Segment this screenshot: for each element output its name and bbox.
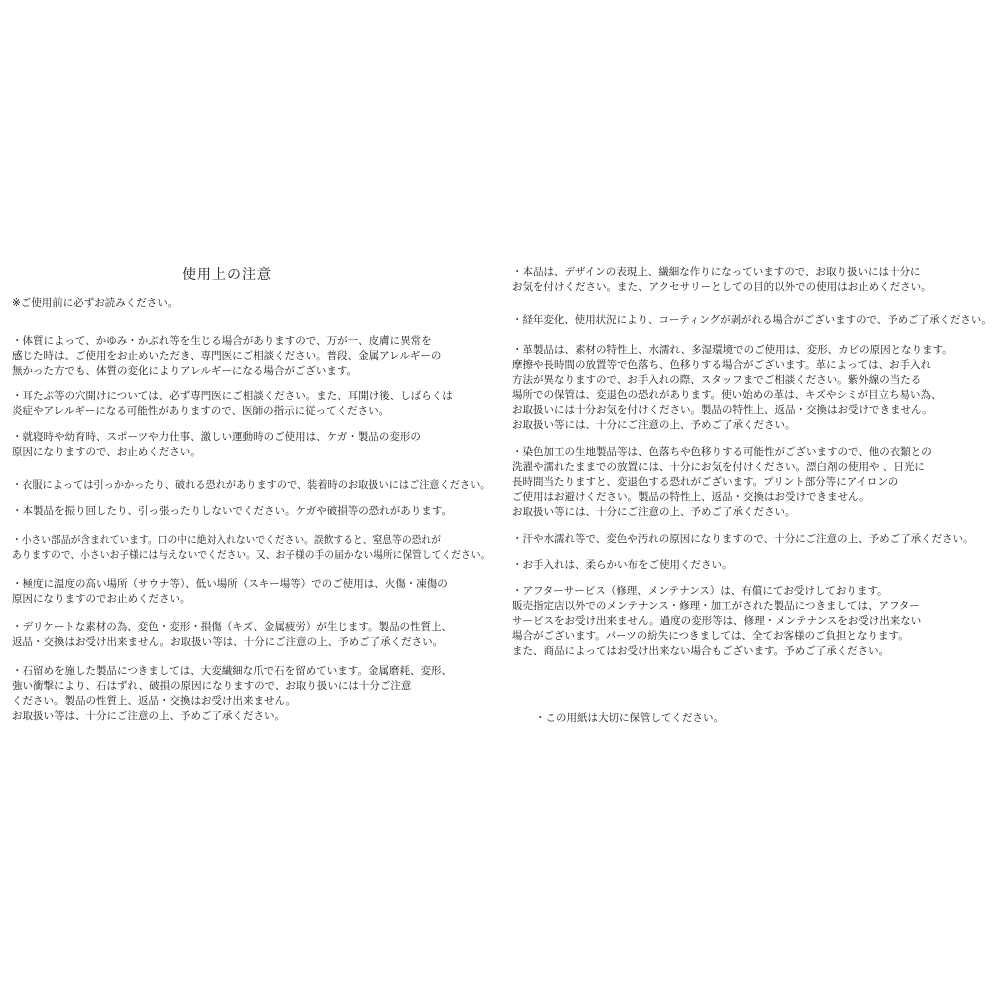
- page-title: 使用上の注意: [182, 267, 272, 283]
- caution-paragraph: [512, 558, 733, 573]
- caution-line: サービスをお受け出来ません。過度の変形等は、修理・メンテナンスをお受け出来ない: [512, 615, 922, 627]
- caution-line: ・本品は、デザインの表現上、繊細な作りになっていますので、お取り扱いには十分に: [512, 266, 921, 278]
- caution-line: お取扱い等には、十分にご注意の上、予めご了承ください。: [512, 419, 796, 431]
- caution-paragraph: [12, 533, 526, 563]
- caution-paragraph: [512, 584, 921, 659]
- caution-line: ください。製品の性質上、返品・交換はお受け出来ません。: [12, 695, 297, 707]
- caution-line: ・デリケートな素材の為、変色・変形・損傷（キズ、金属疲労）が生じます。製品の性質上、: [12, 621, 453, 633]
- caution-line: お取扱い等は、十分にご注意の上、予めご了承ください。: [12, 710, 285, 722]
- caution-line: 場合がございます。パーツの紛失につきましては、全てお客様のご負担となります。: [512, 630, 909, 642]
- caution-line: 返品・交換はお受け出来ません。お取扱い等は、十分にご注意の上、予めご了承ください。: [12, 636, 444, 648]
- caution-line: ・汗や水濡れ等で、変色や汚れの原因になりますので、十分にご注意の上、予めご了承ください。: [512, 533, 974, 545]
- caution-line: ・就寝時や幼育時、スポーツや力仕事、激しい運動時のご使用は、ケガ・製品の変形の: [12, 431, 421, 443]
- caution-line: ご使用はお避けください。製品の特性上、返品・交換はお受けできません。: [512, 491, 870, 503]
- caution-line: ありますので、小さいお子様には与えないでください。又、お子様の手の届かない場所に保管してください。: [12, 549, 491, 561]
- caution-line: ・極度に温度の高い場所（サウナ等）、低い場所（スキー場等）でのご使用は、火傷・凍傷の: [12, 578, 448, 590]
- caution-line: ・衣服によっては引っかかったり、破れる恐れがありますので、装着時のお取扱いにはご注意ください。: [12, 479, 491, 491]
- caution-line: また、商品によってはお受け出来ない場合もございます。予めご了承ください。: [512, 645, 890, 657]
- caution-line: 洗濯や濡れたままでの放置には、十分にお気を付けください。漂白剤の使用や 、日光に: [512, 461, 925, 473]
- footer-note: ・この用紙は大切に保管してください。: [535, 712, 724, 724]
- caution-line: ・経年変化、使用状況により、コーティングが剥がれる場合がございますので、予めご了承ください。: [512, 314, 992, 326]
- caution-line: お気を付けください。また、アクセサリーとしての目的以外での使用はお止めください。: [512, 281, 932, 293]
- caution-line: 炎症やアレルギーになる可能性がありますので、医師の指示に従ってください。: [12, 405, 390, 417]
- caution-line: ・本製品を振り回したり、引っ張ったりしないでください。ケガや破損等の恐れがあります。: [12, 505, 452, 517]
- caution-line: 長時間当たりますと、変退色する恐れがございます。プリント部分等にアイロンの: [512, 476, 899, 488]
- caution-line: 場所での保管は、変退色の恐れがあります。使い始めの革は、キズやシミが目立ち易い為、: [512, 389, 942, 401]
- caution-line: 無かった方でも、体質の変化によりアレルギーになる場合がございます。: [12, 365, 357, 377]
- caution-line: ・革製品は、素材の特性上、水濡れ、多湿環境でのご使用は、変形、カビの原因となります。: [512, 344, 953, 356]
- caution-paragraph: [512, 313, 994, 328]
- caution-line: 感じた時は、ご使用をお止めいただき、専門医にご相談ください。普段、金属アレルギーの: [12, 350, 442, 362]
- caution-paragraph: [12, 430, 421, 460]
- caution-line: お取扱いには十分お気を付けください。製品の特性上、返品・交換はお受けできません。: [512, 404, 933, 416]
- caution-line: 摩擦や長時間の放置等で色落ち、色移りする場合がございます。革によっては、お手入れ: [512, 359, 932, 371]
- caution-line: お取扱い等には、十分にご注意の上、予めご了承ください。: [512, 506, 796, 518]
- caution-line: 販売指定店以外でのメンテナンス・修理・加工がされた製品につきましては、アフター: [512, 600, 920, 612]
- caution-paragraph: [12, 577, 448, 607]
- caution-line: ・石留めを施した製品につきましては、大変繊細な爪で石を留めています。金属磨耗、変形、: [12, 665, 452, 677]
- intro-note: ※ご使用前に必ずお読みください。: [12, 297, 179, 309]
- caution-line: ・お手入れは、柔らかい布をご使用ください。: [512, 559, 733, 571]
- caution-line: 強い衝撃により、石はずれ、破損の原因になりますので、お取り扱いには十分ご注意: [12, 680, 412, 692]
- caution-paragraph: [12, 478, 505, 493]
- caution-line: ・小さい部品が含まれています。口の中に絶対入れないでください。誤飲すると、窒息等の恐れが: [12, 534, 441, 546]
- caution-paragraph: [512, 445, 932, 520]
- caution-paragraph: [12, 664, 452, 724]
- caution-line: ・アフターサービス（修理、メンテナンス）は、有償にてお受けしております。: [512, 585, 888, 597]
- caution-line: 原因になりますのでお止めください。: [12, 593, 191, 605]
- caution-paragraph: [512, 343, 953, 433]
- caution-paragraph: [512, 265, 932, 295]
- caution-paragraph: [512, 532, 974, 547]
- caution-line: ・耳たぶ等の穴開けについては、必ず専門医にご相談ください。また、耳開け後、しばらくは: [12, 390, 453, 402]
- caution-line: 原因になりますので、お止めください。: [12, 446, 201, 458]
- caution-line: ・染色加工の生地製品等は、色落ちや色移りする可能性がございますので、他の衣類との: [512, 446, 932, 458]
- caution-paragraph: [12, 620, 452, 650]
- caution-paragraph: [12, 334, 441, 379]
- caution-line: 方法が異なりますので、お手入れの際、スタッフまでご相談ください。紫外線の当たる: [512, 374, 922, 386]
- caution-paragraph: [12, 389, 453, 419]
- caution-line: ・体質によって、かゆみ・かぶれ等を生じる場合がありますので、万が一、皮膚に異常を: [12, 335, 432, 347]
- caution-paragraph: [12, 504, 452, 519]
